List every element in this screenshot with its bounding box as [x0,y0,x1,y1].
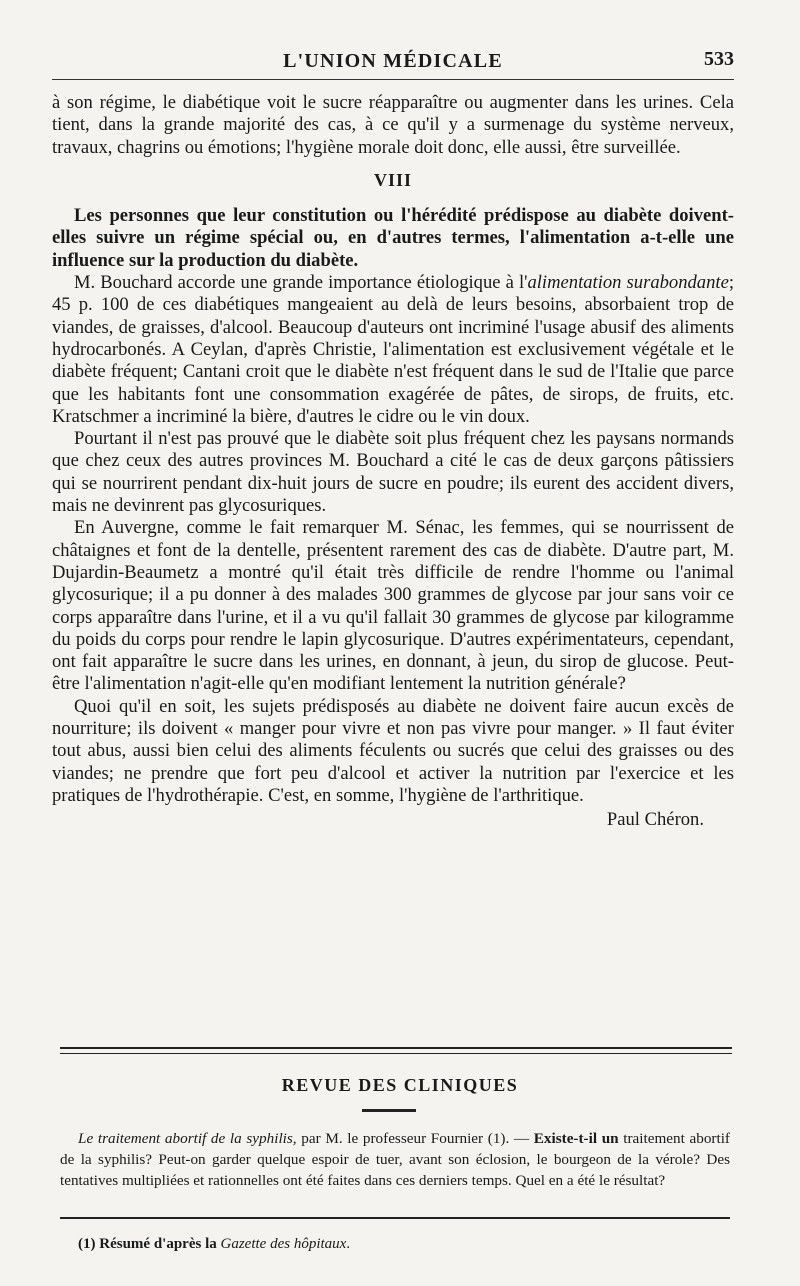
footnote-end: . [346,1236,351,1252]
header-rule [52,79,734,80]
page-number: 533 [704,48,734,70]
footnote-label: (1) Résumé d'après la [78,1236,221,1252]
clinic-article [60,1128,730,1191]
clinic-question: Existe-t-il un [533,1130,619,1147]
footnote [78,1236,350,1253]
paragraph-3 [52,272,734,428]
clinic-paragraph [60,1128,730,1191]
clinic-article-title: Le traitement abortif de la syphilis, [78,1130,297,1147]
article-body [52,92,734,832]
footnote-rule [60,1217,730,1219]
section-divider [60,1047,732,1054]
paragraph-4: Pourtant il n'est pas prouvé que le diabète soit plus fréquent chez les paysans normands que chez ceux des autres provinces M. Bouchard a cité le cas de deux garçons pâtissiers qui se nourrirent pendant dix-huit jours de sucre en poudre; ils eurent des accident divers, mais ne devinrent pas glycosuriques. [52,428,734,517]
clinic-text-body: traitement abortif de la syphilis? Peut-on garder quelque espoir de tuer, avant son éclosion, le bourgeon de la vérole? Des tentatives multipliées et rationnelles ont été faites dans ces derniers temps. Quel en a été le résultat? [60,1130,730,1189]
revue-title: REVUE DES CLINIQUES [281,1075,519,1095]
paragraph-1: à son régime, le diabétique voit le sucre réapparaître ou augmenter dans les urines. Cela tient, dans la grande majorité des cas, à ce qu'il y a surmenage du système nerveux, travaux, chagrins ou émotions; l'hygiène morale doit donc, elle aussi, être surveillée. [52,92,734,158]
section-number: VIII [373,169,412,190]
paragraph-2: Les personnes que leur constitution ou l'hérédité prédispose au diabète doivent-elles suivre un régime spécial ou, en d'autres termes, l'alimentation a-t-elle une influence sur la production du diabète. [52,205,734,271]
author-signature: Paul Chéron. [606,809,704,831]
clinic-byline: par M. le professeur Fournier (1). — [296,1130,534,1147]
revue-title-underline [362,1109,416,1112]
running-title: L'UNION MÉDICALE [283,50,503,72]
paragraph-3-end: ; 45 p. 100 de ces diabétiques mangeaient au delà de leurs besoins, absorbaient trop de viandes, de graisses, d'alcool. Beaucoup d'auteurs ont incriminé l'usage abusif des aliments hydrocarbonés. A Ceylan, d'après Christie, l'alimentation est exclusivement végétale et le diabète fréquent; Cantani croit que le diabète n'est fréquent dans le sud de l'Italie que parce que les habitants font une consommation exagérée de pâtes, de sirops, de fruits, etc. Kratschmer a incriminé la bière, d'autres le cidre ou le vin doux. [52,272,734,427]
paragraph-3-start: M. Bouchard accorde une grande importance étiologique à l' [74,272,528,294]
footnote-source: Gazette des hôpitaux [220,1236,347,1252]
paragraph-5: En Auvergne, comme le fait remarquer M. Sénac, les femmes, qui se nourrissent de châtaignes et font de la dentelle, présentent rarement des cas de diabète. D'autre part, M. Dujardin-Beaumetz a montré qu'il était très difficile de rendre l'homme ou l'animal glycosurique; il a pu donner à des malades 300 grammes de glycose par jour sans voir ce corps apparaître dans l'urine, et il a vu qu'il fallait 30 grammes de glycose par kilogramme du poids du corps pour rendre le lapin glycosurique. D'autres expérimentateurs, cependant, ont fait apparaître le sucre dans les urines, en donnant, à jeun, du sirop de glucose. Peut-être l'alimentation n'agit-elle qu'en modifiant lentement la nutrition générale? [52,517,734,695]
page-header [52,44,734,78]
paragraph-3-italic: alimentation surabondante [527,272,729,294]
paragraph-6: Quoi qu'il en soit, les sujets prédisposés au diabète ne doivent faire aucun excès de nourriture; ils doivent « manger pour vivre et non pas vivre pour manger. » Il faut éviter tout abus, aussi bien celui des aliments féculents ou sucrés que celui des graisses ou des viandes; ne prendre que fort peu d'alcool et activer la nutrition par l'exercice et les pratiques de l'hydrothérapie. C'est, en somme, l'hygiène de l'arthritique. [52,695,734,806]
